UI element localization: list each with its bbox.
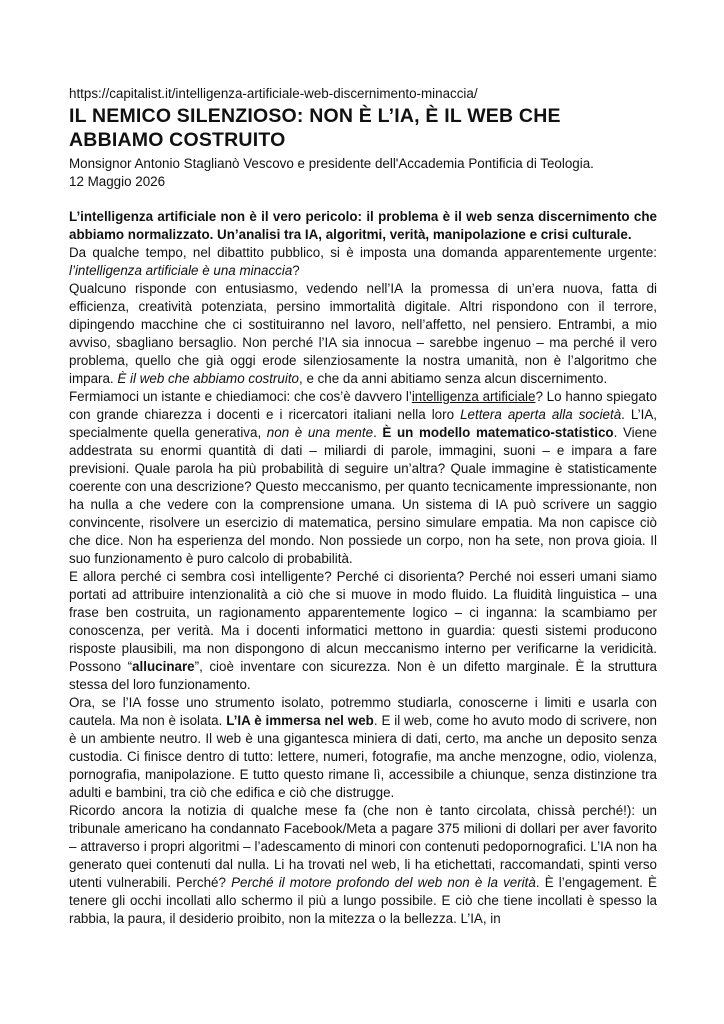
paragraph-text: ? [292,263,300,278]
paragraph-text: Ricordo ancora la notizia di qualche mese fa (che non è tanto circolata, chissà perché!): un tribunale americano ha condannato Facebook/Meta a pagare 375 milioni di dollari per aver favorito – attraverso i propri algoritmi – l’adescamento di minori con contenuti pedopornografici. L’IA non ha generato quei contenuti dal nulla. Li ha trovati nel web, li ha etichettati, raccomandati, spinti verso utenti vulnerabili. Perché? [69,803,657,890]
paragraph-strong: L’IA è immersa nel web [226,713,374,728]
article-lead: L’intelligenza artificiale non è il vero pericolo: il problema è il web senza discernimento che abbiamo normalizzato. Un’analisi tra IA, algoritmi, verità, manipolazione e crisi culturale. [69,209,657,242]
paragraph-2 [69,280,657,388]
paragraph-text: Fermiamoci un istante e chiediamoci: che cos’è davvero l’ [69,389,412,404]
paragraph-strong: allucinare [132,659,195,674]
paragraph-text: . L’IA, specialmente quella generativa, [69,407,657,440]
paragraph-text: ? Lo hanno spiegato con grande chiarezza i docenti e i ricercatori italiani nella loro [69,389,657,422]
paragraph-strong: È un modello matematico-statistico [382,425,614,440]
article-date: 12 Maggio 2026 [69,174,166,189]
paragraph-text: . Viene addestrata su enormi quantità di dati – miliardi di parole, immagini, suoni – e impara a fare previsioni. Quale parola ha più probabilità di seguire un’altra? Quale immagine è statisticamente coerente con una descrizione? Questo meccanismo, per quanto tecnicamente impressionante, non ha nulla a che vedere con la comprensione umana. Un sistema di IA può scrivere un saggio convincente, risolvere un esercizio di matematica, persino simulare empatia. Ma non capisce ciò che dice. Non ha esperienza del mondo. Non possiede un corpo, non ha sete, non prova gioia. Il suo funzionamento è puro calcolo di probabilità. [69,425,657,566]
paragraph-text: . E il web, come ho avuto modo di scrivere, non è un ambiente neutro. Il web è una gigantesca miniera di dati, certo, ma anche un deposito senza custodia. Ci finisce dentro di tutto: lettere, numeri, fotografie, ma anche menzogne, odio, violenza, pornografia, manipolazione. E tutto questo rimane lì, accessibile a chiunque, senza distinzione tra adulti e bambini, tra ciò che edifica e ciò che distrugge. [69,713,657,800]
paragraph-emphasis: l’intelligenza artificiale è una minaccia [69,263,293,278]
paragraph-4 [69,568,657,694]
paragraph-emphasis: non è una mente [266,425,374,440]
paragraph-text: . [373,425,383,440]
article [69,85,657,928]
paragraph-emphasis: Lettera aperta alla società [460,407,622,422]
paragraph-5 [69,694,657,802]
article-title: IL NEMICO SILENZIOSO: NON È L’IA, È IL WEB CHE ABBIAMO COSTRUITO [69,105,561,151]
paragraph-text: Qualcuno risponde con entusiasmo, vedendo nell’IA la promessa di un’era nuova, fatta di efficienza, creatività potenziata, persino immortalità digitale. Altri rispondono con il terrore, dipingendo macchine che ci sostituiranno nel lavoro, nell’affetto, nel pensiero. Entrambi, a mio avviso, sbagliano bersaglio. Non perché l’IA sia innocua – sarebbe ingenuo – ma perché il vero problema, quello che già oggi erode silenziosamente la nostra umanità, non è l’algoritmo che impara. [69,281,657,386]
article-author: Monsignor Antonio Staglianò Vescovo e presidente dell'Accademia Pontificia di Teologia. [69,156,594,171]
paragraph-text: . È l’engagement. È tenere gli occhi incollati allo schermo il più a lungo possibile. E ciò che tiene incollati è spesso la rabbia, la paura, il desiderio proibito, non la mitezza o la bellezza. L’IA, in [69,875,657,926]
paragraph-text: ”, cioè inventare con sicurezza. Non è un difetto marginale. È la struttura stessa del loro funzionamento. [69,659,658,692]
paragraph-6 [69,802,657,928]
intelligenza-artificiale-link[interactable]: intelligenza artificiale [411,389,536,404]
paragraph-3 [69,388,657,568]
paragraph-text: Ora, se l’IA fosse uno strumento isolato, potremmo studiarla, conoscerne i limiti e usarla con cautela. Ma non è isolata. [69,695,657,728]
article-url[interactable]: https://capitalist.it/intelligenza-artificiale-web-discernimento-minaccia/ [69,86,478,101]
paragraph-1 [69,244,657,280]
paragraph-emphasis: È il web che abbiamo costruito [117,371,299,386]
paragraph-text: , e che da anni abitiamo senza alcun discernimento. [299,371,608,386]
paragraph-text: E allora perché ci sembra così intelligente? Perché ci disorienta? Perché noi esseri umani siamo portati ad attribuire intenzionalità a ciò che si muove in modo fluido. La fluidità linguistica – una frase ben costruita, un ragionamento apparentemente logico – ci inganna: la scambiamo per conoscenza, per verità. Ma i docenti informatici mettono in guardia: questi sistemi producono risposte plausibili, ma non dispongono di alcun meccanismo interno per verificarne la veridicità. Possono “ [69,569,657,674]
paragraph-emphasis: Perché il motore profondo del web non è la verità [231,875,536,890]
paragraph-text: Da qualche tempo, nel dibattito pubblico, si è imposta una domanda apparentemente urgente: [69,245,657,260]
